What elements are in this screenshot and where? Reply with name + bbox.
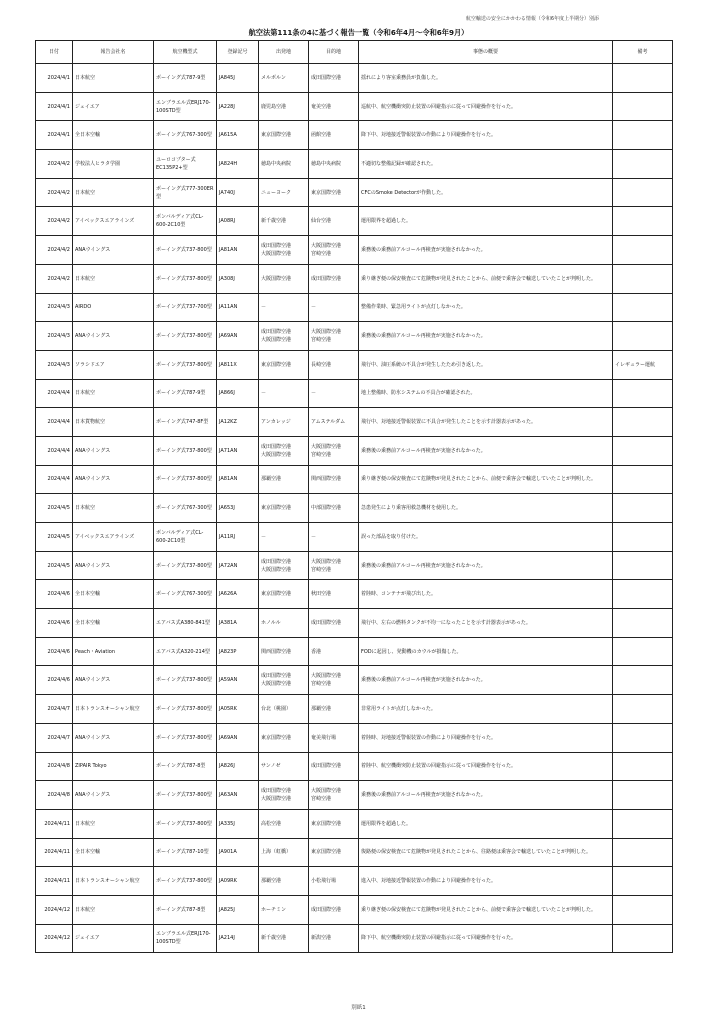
departure-cell: －	[259, 293, 309, 322]
table-row	[36, 178, 673, 207]
summary-cell: 巡航中、航空機衝突防止装置の回避指示に従って回避操作を行った。	[359, 92, 613, 121]
date-cell: 2024/4/3	[36, 350, 73, 379]
departure-cell: 成田国際空港 大阪国際空港	[259, 781, 309, 810]
company-cell: 日本航空	[73, 264, 154, 293]
summary-cell: 飛行中、左右の燃料タンクが不均一になったことを示す計器表示があった。	[359, 609, 613, 638]
remarks-cell	[613, 408, 673, 437]
registration-cell: JA626A	[217, 580, 259, 609]
summary-cell: 降下中、航空機衝突防止装置の回避指示に従って回避操作を行った。	[359, 924, 613, 953]
departure-cell: 台北（桃園）	[259, 695, 309, 724]
table-row	[36, 64, 673, 93]
date-cell: 2024/4/7	[36, 695, 73, 724]
destination-cell: －	[309, 293, 359, 322]
remarks-cell	[613, 752, 673, 781]
remarks-cell	[613, 580, 673, 609]
summary-cell: CFCのSmoke Detectorが作動した。	[359, 178, 613, 207]
departure-cell: －	[259, 379, 309, 408]
destination-cell: 東京国際空港	[309, 178, 359, 207]
registration-cell: JA811X	[217, 350, 259, 379]
aircraft-type-cell: ボーイング式737-800型	[154, 264, 217, 293]
registration-cell: JA72AN	[217, 551, 259, 580]
table-row	[36, 121, 673, 150]
table-row	[36, 781, 673, 810]
remarks-cell	[613, 178, 673, 207]
remarks-cell: イレギュラー運航	[613, 350, 673, 379]
registration-cell: JA866J	[217, 379, 259, 408]
summary-cell: 着陸時、コンテナが飛び出した。	[359, 580, 613, 609]
registration-cell: JA845J	[217, 64, 259, 93]
destination-cell: 成田国際空港	[309, 752, 359, 781]
destination-cell: 小松飛行場	[309, 867, 359, 896]
aircraft-type-cell: ボーイング式777-300ER型	[154, 178, 217, 207]
departure-cell: 東京国際空港	[259, 723, 309, 752]
date-cell: 2024/4/5	[36, 494, 73, 523]
registration-cell: JA11AN	[217, 293, 259, 322]
destination-cell: 函館空港	[309, 121, 359, 150]
date-cell: 2024/4/8	[36, 781, 73, 810]
column-header: 事態の概要	[359, 41, 613, 64]
table-body	[36, 64, 673, 953]
table-row	[36, 523, 673, 552]
date-cell: 2024/4/3	[36, 322, 73, 351]
aircraft-type-cell: ボーイング式737-800型	[154, 322, 217, 351]
remarks-cell	[613, 523, 673, 552]
remarks-cell	[613, 895, 673, 924]
company-cell: 日本航空	[73, 379, 154, 408]
departure-cell: 那覇空港	[259, 465, 309, 494]
company-cell: 日本航空	[73, 809, 154, 838]
date-cell: 2024/4/2	[36, 150, 73, 179]
summary-cell: 運用限界を超過した。	[359, 809, 613, 838]
destination-cell: 大阪国際空港 宮崎空港	[309, 322, 359, 351]
company-cell: 全日本空輸	[73, 609, 154, 638]
company-cell: 全日本空輸	[73, 121, 154, 150]
destination-cell: 長崎空港	[309, 350, 359, 379]
summary-cell: 運用限界を超過した。	[359, 207, 613, 236]
remarks-cell	[613, 781, 673, 810]
registration-cell: JA826J	[217, 752, 259, 781]
table-row	[36, 150, 673, 179]
remarks-cell	[613, 150, 673, 179]
date-cell: 2024/4/1	[36, 64, 73, 93]
departure-cell: 那覇空港	[259, 867, 309, 896]
company-cell: ANAウイングス	[73, 781, 154, 810]
table-row	[36, 666, 673, 695]
registration-cell: JA09RK	[217, 867, 259, 896]
remarks-cell	[613, 494, 673, 523]
table-row	[36, 207, 673, 236]
aircraft-type-cell: ボーイング式747-8F型	[154, 408, 217, 437]
company-cell: アイベックスエアラインズ	[73, 523, 154, 552]
destination-cell: 大阪国際空港 宮崎空港	[309, 436, 359, 465]
remarks-cell	[613, 838, 673, 867]
destination-cell: 奄美飛行場	[309, 723, 359, 752]
date-cell: 2024/4/2	[36, 207, 73, 236]
summary-cell: 復路便の保安検査にて危険物が発見されたことから、往路便は乗客会で輸送していたことが判明した。	[359, 838, 613, 867]
departure-cell: 高松空港	[259, 809, 309, 838]
date-cell: 2024/4/11	[36, 838, 73, 867]
company-cell: AIRDO	[73, 293, 154, 322]
date-cell: 2024/4/11	[36, 809, 73, 838]
date-cell: 2024/4/5	[36, 551, 73, 580]
company-cell: ソラシドエア	[73, 350, 154, 379]
table-row	[36, 551, 673, 580]
table-row	[36, 637, 673, 666]
table-row	[36, 92, 673, 121]
date-cell: 2024/4/7	[36, 723, 73, 752]
summary-cell: 着陸時、対地接近警報装置の作動により回避操作を行った。	[359, 723, 613, 752]
departure-cell: サンノゼ	[259, 752, 309, 781]
departure-cell: 成田国際空港 大阪国際空港	[259, 436, 309, 465]
departure-cell: 成田国際空港 大阪国際空港	[259, 551, 309, 580]
destination-cell: 成田国際空港	[309, 64, 359, 93]
table-header-row	[36, 41, 673, 64]
registration-cell: JA335J	[217, 809, 259, 838]
remarks-cell	[613, 436, 673, 465]
date-cell: 2024/4/4	[36, 465, 73, 494]
destination-cell: 成田国際空港	[309, 609, 359, 638]
registration-cell: JA740J	[217, 178, 259, 207]
date-cell: 2024/4/8	[36, 752, 73, 781]
date-cell: 2024/4/3	[36, 293, 73, 322]
remarks-cell	[613, 609, 673, 638]
summary-cell: 地上整備時、防氷システムの不具合が確認された。	[359, 379, 613, 408]
destination-cell: 東京国際空港	[309, 809, 359, 838]
company-cell: 全日本空輸	[73, 838, 154, 867]
aircraft-type-cell: ボーイング式737-800型	[154, 350, 217, 379]
company-cell: アイベックスエアラインズ	[73, 207, 154, 236]
destination-cell: 香港	[309, 637, 359, 666]
aircraft-type-cell: ボーイング式767-300型	[154, 580, 217, 609]
aircraft-type-cell: ボーイング式787-8型	[154, 752, 217, 781]
date-cell: 2024/4/12	[36, 924, 73, 953]
aircraft-type-cell: エンブラエル式ERJ170-100STD型	[154, 924, 217, 953]
table-row	[36, 236, 673, 265]
table-row	[36, 609, 673, 638]
departure-cell: 成田国際空港 大阪国際空港	[259, 666, 309, 695]
company-cell: ジェイエア	[73, 924, 154, 953]
column-header: 目的地	[309, 41, 359, 64]
aircraft-type-cell: ボーイング式737-800型	[154, 867, 217, 896]
registration-cell: JA214J	[217, 924, 259, 953]
departure-cell: 上海（虹橋）	[259, 838, 309, 867]
remarks-cell	[613, 293, 673, 322]
summary-cell: 飛行中、油圧系統の不具合が発生したため引き返した。	[359, 350, 613, 379]
destination-cell: 成田国際空港	[309, 264, 359, 293]
column-header: 報告会社名	[73, 41, 154, 64]
aircraft-type-cell: ボーイング式787-8型	[154, 895, 217, 924]
date-cell: 2024/4/2	[36, 264, 73, 293]
departure-cell: 徳島中央病院	[259, 150, 309, 179]
registration-cell: JA823P	[217, 637, 259, 666]
company-cell: ANAウイングス	[73, 436, 154, 465]
registration-cell: JA12KZ	[217, 408, 259, 437]
departure-cell: 成田国際空港 大阪国際空港	[259, 322, 309, 351]
aircraft-type-cell: ボーイング式737-800型	[154, 781, 217, 810]
date-cell: 2024/4/5	[36, 523, 73, 552]
departure-cell: 新千歳空港	[259, 924, 309, 953]
summary-cell: 非常用ライトが点灯しなかった。	[359, 695, 613, 724]
company-cell: 日本貨物航空	[73, 408, 154, 437]
column-header: 備考	[613, 41, 673, 64]
table-row	[36, 580, 673, 609]
destination-cell: 仙台空港	[309, 207, 359, 236]
remarks-cell	[613, 92, 673, 121]
remarks-cell	[613, 207, 673, 236]
page-title: 航空法第111条の4に基づく報告一覧（令和6年4月～令和6年9月）	[248, 28, 469, 37]
departure-cell: －	[259, 523, 309, 552]
registration-cell: JA81AN	[217, 236, 259, 265]
remarks-cell	[613, 809, 673, 838]
destination-cell: 成田国際空港	[309, 895, 359, 924]
company-cell: 日本航空	[73, 494, 154, 523]
aircraft-type-cell: エアバス式A380-841型	[154, 609, 217, 638]
table-row	[36, 809, 673, 838]
departure-cell: アンカレッジ	[259, 408, 309, 437]
company-cell: 日本航空	[73, 178, 154, 207]
registration-cell: JA05RK	[217, 695, 259, 724]
date-cell: 2024/4/2	[36, 236, 73, 265]
report-table	[35, 40, 673, 953]
remarks-cell	[613, 379, 673, 408]
registration-cell: JA824H	[217, 150, 259, 179]
date-cell: 2024/4/4	[36, 379, 73, 408]
registration-cell: JA381A	[217, 609, 259, 638]
date-cell: 2024/4/6	[36, 609, 73, 638]
registration-cell: JA81AN	[217, 465, 259, 494]
registration-cell: JA11RJ	[217, 523, 259, 552]
company-cell: 日本航空	[73, 64, 154, 93]
departure-cell: ニューヨーク	[259, 178, 309, 207]
aircraft-type-cell: エンブラエル式ERJ170-100STD型	[154, 92, 217, 121]
destination-cell: －	[309, 523, 359, 552]
remarks-cell	[613, 924, 673, 953]
aircraft-type-cell: ボーイング式737-700型	[154, 293, 217, 322]
aircraft-type-cell: ボーイング式737-800型	[154, 551, 217, 580]
company-cell: 学校法人ヒラタ学園	[73, 150, 154, 179]
company-cell: 日本航空	[73, 895, 154, 924]
destination-cell: 奄美空港	[309, 92, 359, 121]
aircraft-type-cell: ボーイング式737-800型	[154, 236, 217, 265]
summary-cell: FODに起因し、発動機のカウルが損傷した。	[359, 637, 613, 666]
summary-cell: 進入中、対地接近警報装置の作動により回避操作を行った。	[359, 867, 613, 896]
aircraft-type-cell: ユーロコプター式EC135P2+型	[154, 150, 217, 179]
table-row	[36, 924, 673, 953]
departure-cell: 大阪国際空港	[259, 264, 309, 293]
table-row	[36, 379, 673, 408]
aircraft-type-cell: エアバス式A320-214型	[154, 637, 217, 666]
company-cell: 全日本空輸	[73, 580, 154, 609]
destination-cell: 徳島中央病院	[309, 150, 359, 179]
summary-cell: 着陸中、航空機衝突防止装置の回避指示に従って回避操作を行った。	[359, 752, 613, 781]
date-cell: 2024/4/4	[36, 408, 73, 437]
company-cell: ANAウイングス	[73, 236, 154, 265]
registration-cell: JA615A	[217, 121, 259, 150]
summary-cell: 乗務後の乗務前アルコール再検査が実施されなかった。	[359, 666, 613, 695]
summary-cell: 乗り継ぎ便の保安検査にて危険物が発見されたことから、前便で乗客会で輸送していたことが判明した。	[359, 264, 613, 293]
table-row	[36, 264, 673, 293]
date-cell: 2024/4/6	[36, 666, 73, 695]
company-cell: ANAウイングス	[73, 723, 154, 752]
summary-cell: 急患発生により乗客用救急機材を使用した。	[359, 494, 613, 523]
column-header: 出発地	[259, 41, 309, 64]
date-cell: 2024/4/1	[36, 92, 73, 121]
remarks-cell	[613, 723, 673, 752]
registration-cell: JA308J	[217, 264, 259, 293]
table-row	[36, 752, 673, 781]
registration-cell: JA825J	[217, 895, 259, 924]
aircraft-type-cell: ボーイング式737-800型	[154, 436, 217, 465]
company-cell: 日本トランスオーシャン航空	[73, 695, 154, 724]
table-row	[36, 408, 673, 437]
destination-cell: 大阪国際空港 宮崎空港	[309, 236, 359, 265]
aircraft-type-cell: ボーイング式737-800型	[154, 465, 217, 494]
registration-cell: JA228J	[217, 92, 259, 121]
departure-cell: 東京国際空港	[259, 494, 309, 523]
registration-cell: JA69AN	[217, 723, 259, 752]
destination-cell: 中部国際空港	[309, 494, 359, 523]
remarks-cell	[613, 322, 673, 351]
summary-cell: 乗務後の乗務前アルコール再検査が実施されなかった。	[359, 551, 613, 580]
registration-cell: JA71AN	[217, 436, 259, 465]
departure-cell: 東京国際空港	[259, 580, 309, 609]
column-header: 登録記号	[217, 41, 259, 64]
registration-cell: JA653J	[217, 494, 259, 523]
table-row	[36, 895, 673, 924]
departure-cell: ホーチミン	[259, 895, 309, 924]
destination-cell: 新潟空港	[309, 924, 359, 953]
remarks-cell	[613, 695, 673, 724]
column-header: 日付	[36, 41, 73, 64]
summary-cell: 乗り継ぎ便の保安検査にて危険物が発見されたことから、前便で乗客会で輸送していたことが判明した。	[359, 895, 613, 924]
page-footer: 別紙1	[351, 1005, 366, 1011]
table-row	[36, 838, 673, 867]
company-cell: ジェイエア	[73, 92, 154, 121]
aircraft-type-cell: ボーイング式787-10型	[154, 838, 217, 867]
aircraft-type-cell: ボーイング式767-300型	[154, 121, 217, 150]
registration-cell: JA59AN	[217, 666, 259, 695]
table-row	[36, 293, 673, 322]
destination-cell: 東京国際空港	[309, 838, 359, 867]
aircraft-type-cell: ボーイング式737-800型	[154, 809, 217, 838]
remarks-cell	[613, 264, 673, 293]
company-cell: 日本トランスオーシャン航空	[73, 867, 154, 896]
date-cell: 2024/4/4	[36, 436, 73, 465]
summary-cell: 乗務後の乗務前アルコール再検査が実施されなかった。	[359, 322, 613, 351]
aircraft-type-cell: ボーイング式737-800型	[154, 666, 217, 695]
remarks-cell	[613, 867, 673, 896]
registration-cell: JA69AN	[217, 322, 259, 351]
departure-cell: 成田国際空港 大阪国際空港	[259, 236, 309, 265]
departure-cell: 鹿児島空港	[259, 92, 309, 121]
departure-cell: 新千歳空港	[259, 207, 309, 236]
departure-cell: 関西国際空港	[259, 637, 309, 666]
remarks-cell	[613, 236, 673, 265]
departure-cell: メルボルン	[259, 64, 309, 93]
remarks-cell	[613, 637, 673, 666]
date-cell: 2024/4/2	[36, 178, 73, 207]
aircraft-type-cell: ボーイング式787-9型	[154, 64, 217, 93]
destination-cell: 那覇空港	[309, 695, 359, 724]
aircraft-type-cell: ボンバルディア式CL-600-2C10型	[154, 207, 217, 236]
summary-cell: 誤った部品を取り付けた。	[359, 523, 613, 552]
summary-cell: 乗務後の乗務前アルコール再検査が実施されなかった。	[359, 236, 613, 265]
departure-cell: 東京国際空港	[259, 350, 309, 379]
table-row	[36, 494, 673, 523]
aircraft-type-cell: ボンバルディア式CL-600-2C10型	[154, 523, 217, 552]
summary-cell: 乗り継ぎ便の保安検査にて危険物が発見されたことから、前便で乗客会で輸送していたことが判明した。	[359, 465, 613, 494]
registration-cell: JA63AN	[217, 781, 259, 810]
date-cell: 2024/4/6	[36, 637, 73, 666]
aircraft-type-cell: ボーイング式767-300型	[154, 494, 217, 523]
company-cell: ANAウイングス	[73, 666, 154, 695]
company-cell: ZIPAIR Tokyo	[73, 752, 154, 781]
destination-cell: 大阪国際空港 宮崎空港	[309, 551, 359, 580]
summary-cell: 降下中、対地接近警報装置の作動により回避操作を行った。	[359, 121, 613, 150]
remarks-cell	[613, 666, 673, 695]
company-cell: ANAウイングス	[73, 551, 154, 580]
summary-cell: 乗務後の乗務前アルコール再検査が実施されなかった。	[359, 436, 613, 465]
destination-cell: 大阪国際空港 宮崎空港	[309, 666, 359, 695]
aircraft-type-cell: ボーイング式787-9型	[154, 379, 217, 408]
destination-cell: －	[309, 379, 359, 408]
registration-cell: JA08RJ	[217, 207, 259, 236]
company-cell: ANAウイングス	[73, 322, 154, 351]
destination-cell: アムステルダム	[309, 408, 359, 437]
remarks-cell	[613, 121, 673, 150]
destination-cell: 秋田空港	[309, 580, 359, 609]
table-row	[36, 322, 673, 351]
summary-cell: 飛行中、対地接近警報装置に不具合が発生したことを示す計器表示があった。	[359, 408, 613, 437]
remarks-cell	[613, 465, 673, 494]
table-row	[36, 350, 673, 379]
date-cell: 2024/4/1	[36, 121, 73, 150]
table-row	[36, 436, 673, 465]
attachment-note: 航空輸送の安全にかかわる情報（令和6年度上半期分）別添	[465, 16, 599, 22]
summary-cell: 整備作業時、緊急用ライトが点灯しなかった。	[359, 293, 613, 322]
column-header: 航空機型式	[154, 41, 217, 64]
table-row	[36, 465, 673, 494]
remarks-cell	[613, 551, 673, 580]
remarks-cell	[613, 64, 673, 93]
table-row	[36, 723, 673, 752]
aircraft-type-cell: ボーイング式737-800型	[154, 695, 217, 724]
summary-cell: 揺れにより客室乗務員が負傷した。	[359, 64, 613, 93]
departure-cell: ホノルル	[259, 609, 309, 638]
aircraft-type-cell: ボーイング式737-800型	[154, 723, 217, 752]
table-row	[36, 867, 673, 896]
destination-cell: 関西国際空港	[309, 465, 359, 494]
table-row	[36, 695, 673, 724]
registration-cell: JA901A	[217, 838, 259, 867]
company-cell: ANAウイングス	[73, 465, 154, 494]
company-cell: Peach・Aviation	[73, 637, 154, 666]
date-cell: 2024/4/6	[36, 580, 73, 609]
departure-cell: 東京国際空港	[259, 121, 309, 150]
destination-cell: 大阪国際空港 宮崎空港	[309, 781, 359, 810]
date-cell: 2024/4/12	[36, 895, 73, 924]
date-cell: 2024/4/11	[36, 867, 73, 896]
summary-cell: 不適切な整備記録が確認された。	[359, 150, 613, 179]
summary-cell: 乗務後の乗務前アルコール再検査が実施されなかった。	[359, 781, 613, 810]
